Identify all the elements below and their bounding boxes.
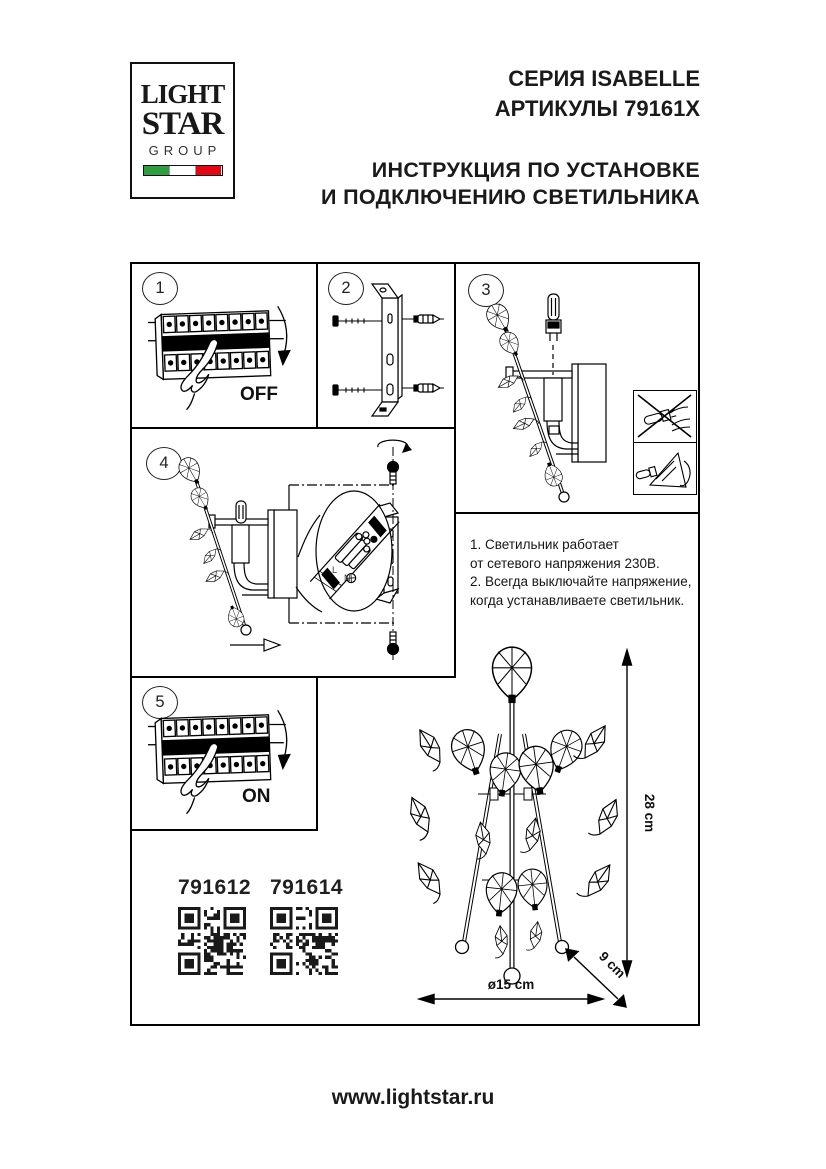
step-4-number: 4 [159, 454, 169, 472]
article-number-791612: 791612 [178, 876, 252, 899]
note-line-4: когда устанавливаете светильник. [470, 592, 685, 608]
articles-title: АРТИКУЛЫ 79161X [494, 96, 700, 121]
logo-text-star: STAR [141, 106, 224, 142]
terminal-l-label: L [332, 565, 338, 575]
step-1-number-badge [142, 272, 178, 305]
step-2-number: 2 [341, 279, 351, 297]
installation-diagram-board [130, 262, 700, 1026]
mounting-bracket-illustration [318, 264, 454, 427]
warning-use-cloth-box [633, 442, 697, 495]
switch-on-label: ON [242, 786, 271, 807]
series-title: СЕРИЯ ISABELLE [508, 66, 700, 91]
divider-p5-right [316, 676, 318, 829]
logo-text-light: LIGHT [140, 79, 225, 109]
instruction-title-line1: ИНСТРУКЦИЯ ПО УСТАНОВКЕ [371, 158, 700, 182]
qr-code-791612 [178, 907, 246, 975]
note-line-2: от сетевого напряжения 230В. [470, 555, 660, 571]
height-dimension-label: 28 cm [642, 793, 657, 833]
step-5-number: 5 [155, 693, 165, 711]
note-line-1: 1. Светильник работает [470, 537, 619, 552]
divider-p5-bottom [132, 829, 318, 831]
wiring-and-fixing-illustration [132, 429, 454, 676]
safety-notes [470, 536, 705, 610]
note-line-3: 2. Всегда выключайте напряжение, [470, 574, 692, 590]
step-panel-1 [132, 264, 316, 427]
step-panel-4 [132, 429, 454, 676]
breaker-on-illustration [148, 708, 300, 820]
step-panel-2 [318, 264, 454, 427]
step-3-number: 3 [481, 281, 491, 299]
product-dimensions-diagram [402, 642, 664, 1026]
website-url: www.lightstar.ru [331, 1086, 495, 1109]
flag-red-stripe [196, 166, 221, 175]
warning-no-bare-hands-box [633, 390, 697, 443]
flag-white-stripe [169, 166, 196, 175]
italian-flag-stripe [143, 165, 223, 176]
divider-p3-notes [454, 512, 698, 514]
no-touch-bulb-icon [634, 391, 695, 441]
depth-dimension-label: 9 cm [595, 948, 629, 982]
document-header [321, 64, 700, 211]
hold-bulb-with-cloth-icon [634, 443, 695, 493]
switch-off-label: OFF [240, 384, 278, 405]
step-panel-5 [132, 678, 316, 829]
instruction-title-line2: И ПОДКЛЮЧЕНИЮ СВЕТИЛЬНИКА [321, 185, 700, 209]
article-number-791614: 791614 [270, 876, 344, 899]
logo-text-group: GROUP [148, 143, 222, 158]
qr-code-791614 [270, 907, 338, 975]
flag-green-stripe [144, 166, 169, 175]
lightstar-logo [130, 62, 235, 199]
terminal-n-label: N [344, 573, 351, 583]
step-1-number: 1 [155, 279, 165, 297]
diameter-dimension-label: ø15 cm [487, 977, 535, 992]
